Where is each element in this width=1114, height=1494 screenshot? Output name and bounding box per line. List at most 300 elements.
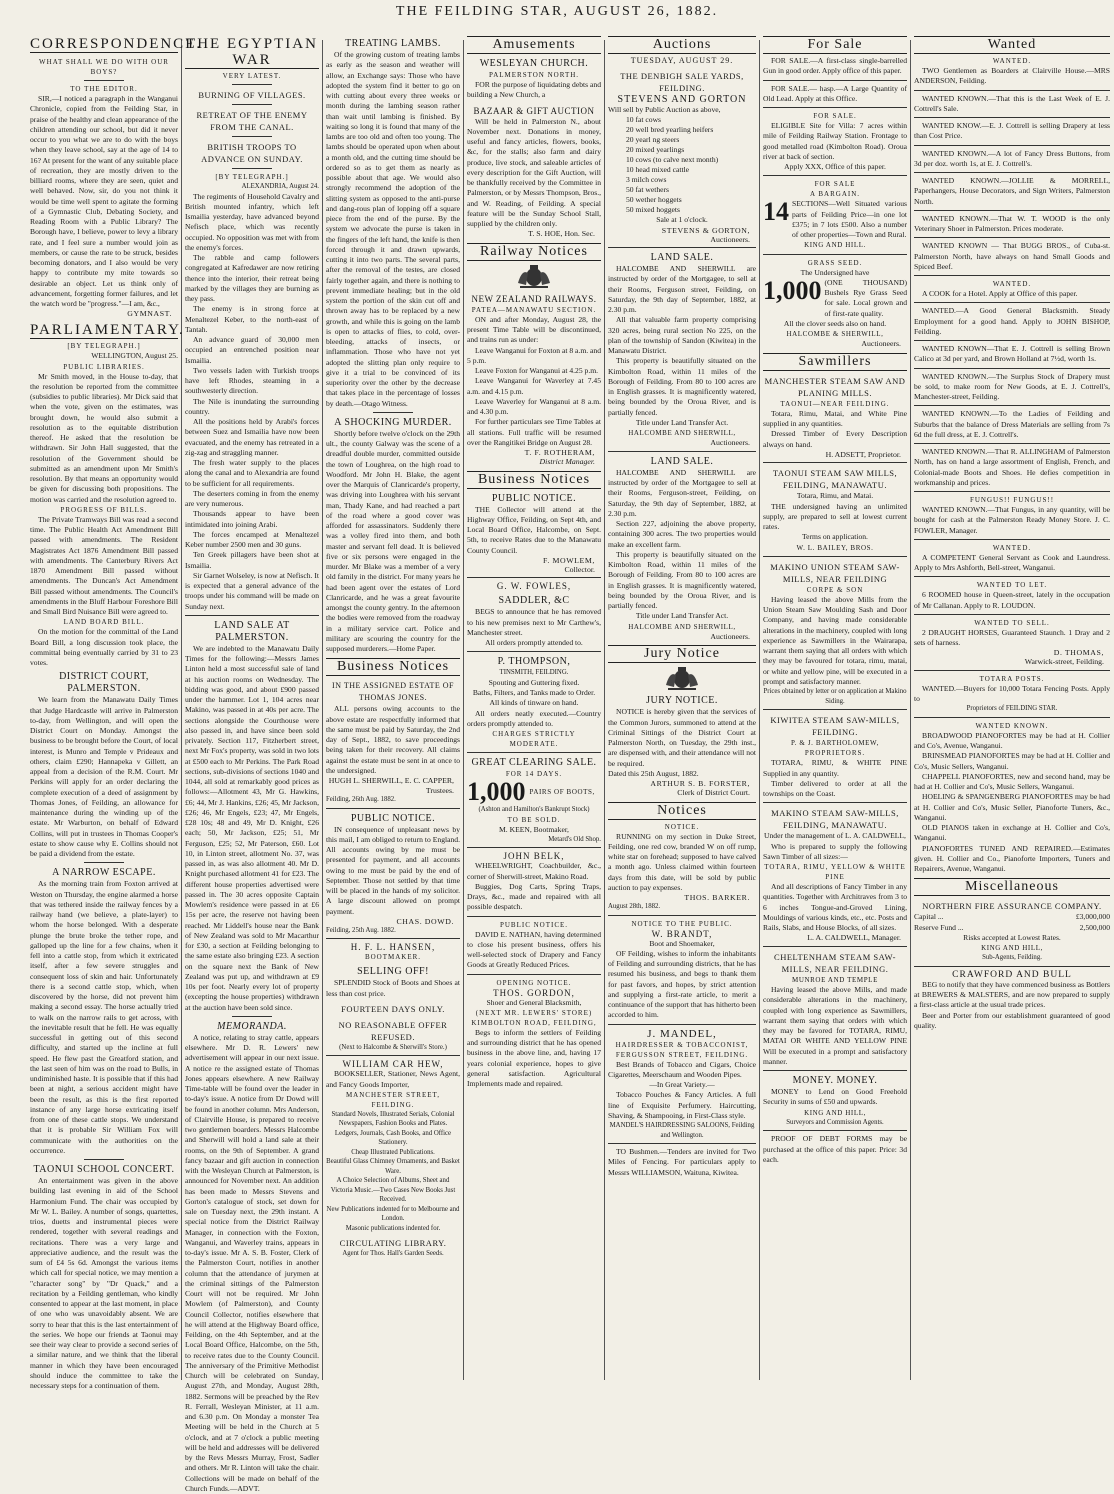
article-body: All the positions held by Arabi's forces between Suez and Ismailia have now been evacuated, and the enemy has retreated in a zig-zag and straggling manner. — [185, 417, 319, 457]
ad-body: Best Brands of Tobacco and Cigars, Choice Cigarettes, Meerschaum and Wooden Pipes. — [608, 1059, 756, 1079]
mill-owner: MUNROE AND TEMPLE — [792, 975, 878, 984]
ad-list-item: Beautiful Glass Chimney Ornaments, and Basket Ware. — [326, 1158, 460, 1175]
column-rule — [322, 40, 323, 1380]
column-7 — [914, 36, 1110, 1382]
to-editor: TO THE EDITOR. — [70, 85, 138, 93]
ad-body: The Undersigned have — [800, 267, 870, 277]
ad-signature: HALCOMBE AND SHERWILL, — [628, 622, 736, 631]
ad-body: (ONE THOUSAND) Bushels Rye Grass Seed for sale. Local grown and of first-rate quality. — [824, 277, 907, 318]
ad-body: SPLENDID Stock of Boots and Shoes at less than cost price. — [326, 978, 460, 998]
ad-body: BOOKSELLER, Stationer, News Agent, and Fancy Goods Importer, — [326, 1069, 460, 1089]
headline: RETREAT OF THE ENEMY FROM THE CANAL. — [196, 110, 308, 132]
ad-list-item: Masonic publications indented for. — [345, 1224, 441, 1232]
advertiser-trade: BOOTMAKER. — [364, 953, 422, 962]
mill-body: And all descriptions of Fancy Timber in any quantities. Together with Architraves from 3 to 6 inches Tongue-and-Groved Lining, Mouldings of various kinds, etc., etc. Posts and Rails, Slabs, and House Blocks, of all sizes. — [763, 882, 907, 932]
ad-body: ON and after Monday, August 28, the present Time Table will be discontinued, and trains run as under: — [467, 314, 601, 345]
ad-headline: WANTED. — [992, 57, 1032, 65]
mill-signature: L. A. CALDWELL, Manager. — [807, 933, 901, 943]
mill-name: KIWITEA STEAM SAW-MILLS, FEILDING. — [770, 715, 900, 737]
article-body: Thousands appear to have been intimidated into joining Arabi. — [185, 509, 319, 529]
article-body: The deserters coming in from the enemy are very numerous. — [185, 488, 319, 508]
advertiser-name: W. BRANDT, — [651, 928, 713, 939]
ad-body: BEGS to announce that he has removed to his new premises next to Mr Carthew's, Manchester street. — [467, 607, 601, 637]
business-notices-header: Business Notices — [326, 658, 460, 676]
column-rule — [910, 40, 911, 1380]
ad-footer: Agent for Thos. Hall's Garden Seeds. — [342, 1250, 444, 1258]
ad-body: WANTED KNOWN.—That this is the Last Week of E. J. Cottrell's Sale. — [914, 93, 1110, 113]
mill-owner: P. & J. BARTHOLOMEW, — [791, 739, 879, 747]
article-body: Two vessels laden with Turkish troops have left Rhodes, steaming in a southwesterly direction. — [185, 365, 319, 396]
ad-item-list — [326, 1110, 460, 1234]
advertiser-trade: SADDLER, &C — [498, 595, 570, 607]
mill-manager: Under the management of L. A. CALDWELL, — [764, 831, 906, 841]
ad-footer: CHARGES STRICTLY MODERATE. — [492, 730, 576, 748]
ad-signature: D. THOMAS, — [1053, 648, 1104, 658]
advertiser-name: G. W. FOWLES, — [496, 581, 572, 592]
mill-location: TAONUI—NEAR FEILDING. — [780, 399, 890, 408]
article-title: MEMORANDA. — [217, 1020, 287, 1032]
timetable-row: Leave Waverley for Wanganui at 8 a.m. and 4.30 p.m. — [467, 396, 601, 416]
ad-headline: FOR SALE. — [813, 112, 857, 120]
auction-date: TUESDAY, AUGUST 29. — [630, 56, 734, 65]
ad-headline: LAND SALE. — [650, 455, 714, 467]
ad-signature: M. KEEN, Bootmaker, — [499, 824, 569, 834]
timetable-list — [467, 346, 601, 418]
ad-body: ELIGIBLE Site for Villa: 7 acres within mile of Feilding Railway Station. Frontage to good metalled road (Kimbolton Road). Oroua river at back of section. — [763, 121, 907, 161]
ad-body: HALCOMBE AND SHERWILL are instructed by order of the Mortgagee, to sell at their Rooms, Ferguson street, Feilding, on Saturday, the 9th day of September, 1882, at 2.30 p.m. — [608, 264, 756, 314]
column-2 — [185, 36, 319, 1493]
advertiser-name: CRAWFORD AND BULL — [952, 969, 1072, 980]
ad-body: PIANOFORTES TUNED AND REPAIRED.—Estimates given. H. Collier and Co., Pianoforte Importers, Tuners and Repairers, Avenue, Wanganui. — [914, 843, 1110, 873]
mill-body: Totara, Rimu, and Matai. — [796, 491, 874, 501]
article-title: A NARROW ESCAPE. — [52, 867, 156, 879]
ad-big-number: 1,000 — [763, 275, 822, 305]
column-3 — [326, 36, 460, 1382]
ad-body: WANTED KNOWN.—That R. ALLINGHAM of Palmerston North, has on hand a large assortment of English, French, and Colonial-made Boots and Shoes. He defies competition in workmanship and prices. — [914, 447, 1110, 487]
ad-headline: FUNGUS!! FUNGUS!! — [969, 496, 1055, 504]
mill-name: MANCHESTER STEAM SAW AND PLANING MILLS. — [764, 375, 906, 398]
notice-date: August 28th, 1882. — [608, 903, 661, 910]
ad-signature-title: Auctioneers. — [710, 631, 750, 641]
notice-title: OPENING NOTICE. — [496, 978, 572, 987]
ad-body: WANTED KNOWN.—That Fungus, in any quantity, will be bought for cash at the Palmerston Ready Money Store. J. C. FOWLER, Manager. — [914, 505, 1110, 535]
ad-signature: HALCOMBE & SHERWILL, — [786, 330, 884, 338]
ad-body: This property is beautifully situated on the Kimbolton Road, within 11 miles of the Borough of Feilding. From 80 to 100 acres are in English grasses. It is magnificently watered, being bounded by the Oroua River, and is partially fenced. — [608, 549, 756, 610]
article-body: Shortly before twelve o'clock on the 29th ult., the county Galway was the scene of a dreadful double murder, committed outside the town of Loughrea, on the high road to Woodford. Mr John H. Blake, the agent over the Marquis of Clanricarde's property, was driving into Loughrea with his servant man, Thady Kane, and had reached a part of the road where a good cover was afforded for assassinators. Suddenly there was a volley fired into them, and both master and servant fell dead. It is believed five or six persons were engaged in the murder. Mr Blake was a member of a very old family in the district. For many years he had been agent over the estates of Lord Clanricarde, and he was a great favourite amongst the county gentry. In the afternoon the bodies were removed from the roadway in a military service cart. Police and military are scouring the country for the supposed murderers.—Home Paper. — [326, 428, 460, 653]
ad-headline: LAND SALE. — [650, 252, 714, 263]
column-4 — [467, 36, 601, 1382]
ad-body: WANTED KNOWN.—The Surplus Stock of Drapery must be sold, to make room for New Goods, at E. J. Cottrell's, Manchester-street, Feilding. — [914, 371, 1110, 401]
notice-title: NOTICE TO THE PUBLIC. — [631, 919, 733, 928]
mill-body: Prices obtained by letter or on application at Makino Siding. — [763, 688, 907, 705]
headline: BURNING OF VILLAGES. — [198, 90, 306, 100]
ad-footer: Apply XXX, Office of this paper. — [784, 162, 886, 171]
notice-title: PUBLIC NOTICE. — [499, 920, 569, 929]
ad-signature: Proprietors of FEILDING STAR. — [966, 705, 1058, 713]
ad-body: WHEELWRIGHT, Coachbuilder, &c., corner of Sherwill-street, Makino Road. — [467, 861, 601, 881]
article-body: Ten Greek pillagers have been shot at Ismailia. — [185, 550, 319, 570]
ad-body: HOELING & SPANGENBERG PIANOFORTES may be had at H. Collier and Co's, Music Seller, Pianoforte Tuners, &c., Wanganui. — [914, 792, 1110, 822]
article-body: On the motion for the committal of the Land Board Bill, a long discussion took place, the committal being eventually carried by 31 to 23 votes. — [30, 627, 178, 667]
ad-list-item: Spouting and Guttering fixed. — [488, 677, 580, 687]
ad-headline: FOURTEEN DAYS ONLY. — [341, 1003, 445, 1014]
article-body: The regiments of Household Cavalry and British mounted infantry, which left Ismailia yesterday, have advanced beyond Nefisch place, which was recently occupied. No opposition was met with from the enemy's forces. — [185, 191, 319, 252]
ad-body: TWO Gentlemen as Boarders at Clairville House.—MRS ANDERSON, Feilding. — [914, 66, 1110, 86]
ad-signature: KING AND HILL, — [804, 1108, 866, 1117]
royal-crest-icon — [514, 263, 554, 289]
ad-signature: KING AND HILL. — [804, 241, 866, 250]
ad-list-item: Ledgers, Journals, Cash Books, and Office Stationery. — [334, 1129, 452, 1147]
notice-body: IN consequence of unpleasant news by this mail, I am obliged to return to England. All accounts owing by me must be presented for payment, and all accounts owing to me must be paid by the end of September. Those not settled by that time will be placed in the hands of my solicitor. A large discount allowed on prompt payment. — [326, 824, 460, 916]
ad-body: BROADWOOD PIANOFORTES may be had at H. Collier and Co's, Avenue, Wanganui. — [914, 730, 1110, 750]
ad-headline: NO REASONABLE OFFER REFUSED. — [338, 1019, 448, 1042]
amusements-header: Amusements — [467, 36, 601, 54]
timetable-row: Leave Wanganui for Foxton at 8 a.m. and 5 p.m. — [467, 345, 601, 365]
ad-body: SECTIONS—Well Situated various parts of Feilding Price—in one lot £375; in 7 lots £500. Also a number of other properties—Town and Rural. — [792, 199, 907, 239]
mill-owner-title: PROPRIETORS. — [804, 749, 866, 758]
mill-body: TOTARA, RIMU, & WHITE PINE Supplied in any quantity. — [763, 758, 907, 778]
article-title: LAND SALE AT PALMERSTON. — [214, 619, 290, 643]
ad-headline: SELLING OFF! — [357, 966, 429, 978]
reserve-row — [914, 923, 1110, 933]
ad-body: FOR SALE.—A first-class single-barrelled Gun in good order. Apply office of this paper. — [763, 56, 907, 76]
ad-body: WANTED KNOWN.—That W. T. WOOD is the only Veterinary Shoer in Palmerston. Prices moderate. — [914, 213, 1110, 233]
article-body: Sir Garnet Wolseley, is now at Nefisch. It is expected that a general advance of the troops under his command will be made on Sunday next. — [185, 570, 319, 611]
ad-body: Section 227, adjoining the above property, containing 300 acres. The two properties would make an excellent farm. — [608, 519, 756, 549]
ad-signature-title: Auctioneers. — [861, 339, 901, 349]
mill-body: Terms on application. — [802, 532, 868, 542]
auction-time: Sale at 1 o'clock. — [656, 215, 708, 225]
auction-lot: 20 yearl ng steers — [626, 135, 680, 145]
notice-title: JURY NOTICE. — [646, 695, 718, 707]
notice-body: THE Collector will attend at the Highway Office, Feilding, on Sept 4th, and Local Board Office, Halcombe, on Sept. 5th, to receive Rates due to the Manawatu County Council. — [467, 504, 601, 555]
letter-body: SIR,—I noticed a paragraph in the Wanganui Chronicle, copied from the Feilding Star, in praise of the healthy and clean appearance of the children attending our school, but did it never occur to you what we are to do with the boys when they leave school, say at the age of 14 to 16? At present for the want of any suitable place of recreation, they are mostly driven to the billiard rooms, where they are seen, quiet and well behaved. Now, sir, do you not think it would be time well spent to agitate the forming of a Gymnastic Club, Debating Society, and Reading Room with a Public Library? The Borough have, I believe, power to levy a library rate, and I feel sure a number would join as members, or cause the rate to be struck, besides becoming donators, and I also would be very happy to contribute my mite towards so desirable an object. Let us think only of advancement, forgetting former failures, and let the watch word be "progress."—I am, &c., — [30, 94, 179, 308]
reserve-label: Reserve Fund ... — [914, 922, 964, 932]
sawmillers-header: Sawmillers — [763, 353, 907, 371]
ad-list-item: All kinds of tinware on hand. — [489, 698, 579, 708]
notice-signature-title: Clerk of District Court. — [677, 788, 750, 797]
notice-body: NOTICE is hereby given that the services of the Common Jurors, summoned to attend at the Criminal Sittings of the District Court at Palmerston North, on Tuesday, the 29th inst., are dispensed with, and their attendance will not be required. — [608, 707, 756, 768]
ad-headline: WANTED TO SELL. — [974, 618, 1050, 627]
ad-headline: CIRCULATING LIBRARY. — [339, 1238, 447, 1249]
ad-subhead: A BARGAIN. — [809, 190, 861, 199]
notice-title: IN THE ASSIGNED ESTATE OF THOMAS JONES. — [332, 681, 454, 703]
egyptian-war-header: THE EGYPTIAN WAR — [186, 36, 318, 68]
ad-body: OLD PIANOS taken in exchange at H. Collier and Co's, Wanganui. — [914, 823, 1110, 843]
timetable-row: Leave Foxton for Wanganui at 4.25 p.m. — [475, 366, 599, 375]
notice-title: PUBLIC NOTICE. — [491, 492, 577, 504]
ad-body: WANTED KNOWN — That BUGG BROS., of Cuba-st. Palmerston North, have always on hand Small Goods and Spiced Beef. — [914, 241, 1110, 271]
ad-address: (Next to Halcombe & Sherwill's Store.) — [339, 1043, 447, 1051]
auction-signature-title: Auctioneers. — [710, 234, 750, 244]
ad-address: MANCHESTER STREET, FEILDING. — [345, 1090, 441, 1109]
ad-headline: FOR SALE — [814, 180, 856, 189]
article-body: The Nile is inundating the surrounding country. — [185, 396, 319, 416]
auction-lot: 50 fat wethers — [626, 185, 670, 195]
for-sale-header: For Sale — [763, 36, 907, 54]
ad-body: Title under Land Transfer Act. — [635, 611, 729, 621]
notices-header: Notices — [608, 802, 756, 820]
dateline: WELLINGTON, August 25. — [91, 351, 178, 361]
ad-body: WANTED KNOW.—E. J. Cottrell is selling Drapery at less than Cost Price. — [914, 121, 1110, 141]
ad-headline: TOTARA POSTS. — [979, 674, 1045, 683]
ad-body: WANTED KNOWN.—JOLLIE & MORRELL, Paperhangers, House Decorators, and Sign Writers, Palmerston North. — [914, 176, 1110, 206]
ad-body: All that valuable farm property comprising 320 acres, being rural section No 225, on the plan of the township of Sandon (Kiwitea) in the Manawatu District. — [608, 315, 756, 355]
notice-date: Feilding, 25th Aug. 1882. — [326, 926, 396, 934]
advertiser-name: WILLIAM CAR HEW, — [342, 1059, 444, 1070]
notice-body: ALL persons owing accounts to the above estate are respectfully informed that the same must be paid by Saturday, the 2nd day of Sept., 1882, to save proceedings being taken for their recovery. All claims against the estate must be sent in at once to the undersigned. — [326, 704, 460, 775]
article-body: We learn from the Manawatu Daily Times that Judge Hardcastle will arrive in Palmerston to-day, from Wellington, and will open the District Court on Monday. Amongst the business to be brought before the Court, of local interest, is Munro and Temple v Prideaux and others, claim £290; Hannapeka v Gillett, an appeal from a decision of the R.M. Court. Mr Perkins will apply for an order declaring the complete execution of a deed of assignment by Thomas Jones, of Feilding, an allowance for maintenance during the winding up of the estate. Mr Warburton, on behalf of Edward Collins, will put in trustees in Thomas Cooper's estate to show cause why E. Collins should not be paid a dividend from the estate. — [30, 695, 178, 858]
ad-body: A COOK for a Hotel. Apply at Office of this paper. — [922, 289, 1078, 298]
advertiser-trade: TINSMITH, FEILDING. — [499, 669, 569, 677]
ad-footer: All orders promptly attended to. — [485, 638, 583, 647]
mill-body: Who is prepared to supply the following Sawn Timber of all sizes:— — [763, 841, 907, 861]
ad-body: Buggies, Dog Carts, Spring Traps, Drays, &c., made and repaired with all possible despatch. — [467, 881, 601, 912]
mill-body: Having leased the above Mills, and made considerable alterations in the machinery, coupled with long experience as Sawmillers, warrant them saying that orders with which they may be favored for TOTARA, RIMU, MATAI OR WHITE AND YELLOW PINE Will be executed in a prompt and satisfactory manner. — [763, 985, 907, 1066]
business-notices-header: Business Notices — [467, 471, 601, 489]
auction-lot: 3 milch cows — [626, 175, 667, 185]
advertiser-name: P. THOMPSON, — [497, 656, 571, 668]
ad-signature-title: Auctioneers. — [710, 438, 750, 448]
article-title: TREATING LAMBS. — [345, 38, 441, 49]
auction-signature: STEVENS & GORTON, — [661, 225, 750, 235]
ad-body: WANTED.—Buyers for 10,000 Totara Fencing Posts. Apply to — [914, 683, 1110, 703]
mill-signature: H. ADSETT, Proprietor. — [825, 449, 901, 459]
ad-list-item: Baths, Filters, and Tanks made to Order. — [472, 688, 596, 697]
mill-name: MAKINO UNION STEAM SAW-MILLS, NEAR FEILDING — [770, 561, 900, 584]
column-rule — [463, 40, 464, 1380]
subhead: PUBLIC LIBRARIES. — [63, 362, 145, 371]
auction-lots — [608, 115, 756, 215]
ad-headline: NORTHERN FIRE ASSURANCE COMPANY. — [922, 901, 1102, 912]
ad-body: Beer and Porter from our establishment guaranteed of good quality. — [914, 1010, 1110, 1030]
auctioneer-name: STEVENS AND GORTON — [617, 94, 747, 105]
article-body: The Private Tramways Bill was read a second time. The Public Health Act Amendment Bill passed with amendments. The Resident Magistrates Act 1876 Amendment Bill passed with amendments. The Canterbury Rivers Act 1870 Amendment Bill passed without amendments. The Duncan's Act Amendment Bill passed without amendments. The Council's amendments in the Bluff Harbour Foreshore Bill and Small Bird Nuisance Bill were agreed to. — [30, 514, 178, 616]
ad-subhead: TO BE SOLD. — [507, 815, 561, 824]
ad-signature-title: Sub-Agents, Feilding. — [982, 954, 1042, 962]
notice-title: PUBLIC NOTICE. — [350, 812, 436, 824]
article-body: As the morning train from Foxton arrived at Weston on Thursday, the engine alarmed a horse that was tethered inside the railway fences by a railway hand (we believe, a plate-layer) to whom the horse belonged. With a desperate plunge the brute broke the tether rope, and galloped up the line for a few chains, when it fell into a cattle stop, from which it extricated itself, after a few severe struggles and consequent loss of skin and hair. Unfortunately there is a second cattle stop, which, when discovered by the horse, did not prevent him making a second essay. The horse actually tried to walk on the narrow rails to get across, with the inevitable result that he fell. He was equally successful in getting out of this second difficulty, and started up the incline at full speed. He flew past the Greatford station, and the last seen of him was on the road to Bulls, in undiminished haste. It is possible that if this had been at night, a serious accident might have been the result, as this is the first reported instance of any large horse extricating itself from one of these cattle stops. We understand that it is probable Sir William Fox will communicate with the authorities on the occurrence. — [30, 879, 178, 1155]
ad-headline: GREAT CLEARING SALE. — [471, 757, 597, 768]
auction-lot: 10 cows (to calve next month) — [626, 155, 719, 165]
notice-signature: THOS. BARKER. — [684, 893, 750, 902]
ad-body: WANTED KNOWN—That E. J. Cottrell is selling Brown Calico at 3d per yard, and Brown Holland at 7½d, worth 1s. — [914, 344, 1110, 364]
ad-subhead: PATEA—MANAWATU SECTION. — [471, 305, 597, 314]
subhead: PROGRESS OF BILLS. — [60, 505, 148, 514]
notice-signature: HUGH L. SHERWILL, E. C. CAPPER, Trustees. — [328, 776, 454, 795]
ad-signature-title: Warwick-street, Feilding. — [1024, 657, 1104, 667]
ad-body: This property is beautifully situated on the Kimbolton Road, within 11 miles of the Borough of Feilding. From 80 to 100 acres are in English grasses. It is magnificently watered, being bounded by the Oroua River, and is partially fenced. — [608, 356, 756, 417]
miscellaneous-header: Miscellaneous — [914, 878, 1110, 896]
column-6 — [763, 36, 907, 1382]
auction-lot: 50 mixed hoggets — [626, 205, 680, 215]
ad-body: OF Feilding, wishes to inform the inhabitants of Feilding and surrounding districts, that he has resumed his business, and begs to thank them for past favors, and hopes, by strict attention and supplying a first-rate article, to merit a continuance of the support that has hitherto been accorded to him. — [608, 948, 756, 1020]
advertiser-trade: HAIRDRESSER & TOBACCONIST, — [615, 1040, 749, 1049]
notice-body: RUNNING on my section in Duke Street, Feilding, one red cow, branded W on off rump, white star on forehead; supposed to have calved a month ago. Unless claimed within fourteen days from this date, will be sold by public auction to pay expenses. — [608, 831, 756, 892]
article-body: A notice, relating to stray cattle, appears elsewhere. Mr D. R. Lewers' new advertisement will appear in our next issue. A notice re the assigned estate of Thomas Jones appears elsewhere. A new Railway Time-table will be found over the leader in to-day's issue. A notice from Dr Dowd will be found in another column. Mrs Anderson, of Clairville House, is prepared to receive two gentlemen boarders. Messrs Halcombe and Sherwill will hold a land sale at their rooms, on the 9th of September. A grand fancy bazaar and gift auction in connection with the Wesleyan Church at Palmerston, is announced for November next. An addition has been made to Messrs Stevens and Gorton's catalogue of stock, set down for sale on Tuesday next, the 29th instant. A special notice from the District Railway Manager, in connection with the Foxton, Wanganui, and Waverley trains, appears in to-day's issue. Mr A. S. B. Foster, Clerk of the Palmerston Court, notifies in another column that the attendance of jurymen at the criminal sittings of the Palmerston Court will not be required. Mr John Mowlem (of Palmerston), and County Council Collector, notifies elsewhere that he will attend at the Highway Board office, Feilding, on the 4th September, and at the Local Board Office, Halcombe, on the 5th, to receive rates due to the County Council. The anniversary of the Primitive Methodist Church will be celebrated on Sunday, August 27th, and Monday, August 28th, 1882. Sermons will be preached by the Rev R. Ferrall, Wesleyan Minister, at 11 a.m. and 6.30 p.m. On Monday a monster Tea Meeting will be held in the Church at 5 o'clock, and at 7 o'clock a public meeting will be held and addresses will be delivered by the Revs Messrs Murray, Frost, Sadler and others. Mr R. Linton will take the chair. Collections will be made on behalf of the Church Funds.—ADVT. — [185, 1032, 319, 1493]
ad-body: MONEY to Lend on Good Freehold Security in sums of £50 and upwards. — [763, 1087, 907, 1107]
ad-body: FOR the purpose of liquidating debts and building a New Church, a — [467, 80, 601, 100]
column-rule — [604, 40, 605, 1380]
ad-body: For further particulars see Time Tables at all stations. Full traffic will be resumed over the Rangitikei Bridge on August 28. — [467, 417, 601, 447]
ad-body: PROOF OF DEBT FORMS may be purchased at the office of this paper. Price: 3d each. — [763, 1134, 907, 1164]
mill-name: TAONUI STEAM SAW MILLS, FEILDING, MANAWATU. — [772, 468, 898, 491]
ad-signature-title: District Manager. — [539, 457, 595, 466]
article-body: We are indebted to the Manawatu Daily Times for the following:—Messrs James Linton held a most successful sale of land at his auction rooms on Wednesday. The bidding was good, and about £900 passed under the hammer. Lot 1, 104 acres near Makino, was passed in at 40s per acre. The sections alongside the Courthouse were also passed in, and have since been sold privately. Section 117, Fitzherbert street, next Mr Fox's property, was sold in two lots at £500 each to Mr Perkins. The Park Road sections, sub-divisions of sections 1040 and 1044, all sold at remarkably good prices as follows:—Allotment 43, Mr G. Hawkins, £6; 44, Mr J. Hankins, £26; 45, Mr Jackson, £26; 46, Mr Engels, £23; 47, Mr Engels, £28 10s; 48 and 49, Mr D. Knight, £26 each; 50, Mr Jackson, £25; 51, Mr Ferguson, £25; 52, Mr Paterson, £60. Lot 10, in Linton street, allotment No. 37, was passed in, as was also allotment 40. Mr D. Knight purchased allotment 41 for £23. The different house properties advertised were passed in. The 30 acres opposite Captain Mowlem's residence were passed in at £6 15s per acre, the reserve not having been reached. Mr Liddell's house near the Bank of New Zealand was sold to Mr Macarthur for £30, a section at Feilding belonging to the same estate also bringing £23. A section on the square next the Bank of New Zealand was put up, and withdrawn at £9 10s per foot. Nearly every lot of property (excepting the house properties) withdrawn at the auction have been sold since. — [185, 643, 319, 1012]
advertiser-trade: Shoer and General Blacksmith, — [486, 997, 582, 1007]
ad-body: All the clover seeds also on hand. — [783, 318, 887, 328]
notice-signature: CHAS. DOWD. — [396, 916, 454, 926]
ad-body: Will be held in Palmerston N., about November next. Donations in money, useful and fancy articles, flowers, books, &c, for the stalls; also farm and dairy produce, live stock, and saleable articles of every description for the Gift Auction, will be thankfully received by the Committee in Palmerston, or by Messrs Thompson, Bros., and W. Reading, of Feilding. A special feature will be the Sunday School Stall, supplied by the children only. — [467, 116, 601, 228]
ad-body: WANTED.—A Good General Blacksmith. Steady Employment for a good hand. Apply to JOHN BISHOP, Feilding. — [914, 306, 1110, 336]
notice-date: Feilding, 26th Aug. 1882. — [326, 796, 396, 803]
ad-headline: WANTED. — [992, 280, 1032, 288]
article-body: The fresh water supply to the places along the canal and to Alexandria are found to be sufficient for all requirements. — [185, 458, 319, 488]
ad-headline: NEW ZEALAND RAILWAYS. — [471, 293, 597, 304]
auction-lot: 10 fat cows — [626, 115, 662, 125]
ad-body: Title under Land Transfer Act. — [635, 417, 729, 427]
article-body: An entertainment was given in the above building last evening in aid of the School Harmonium Fund. The chair was occupied by Mr W. L. Bailey. A number of songs, quartettes, trios, duetts and instrumental pieces were rendered, together with several readings and recitations. There was a very large and appreciative audience, and the result was the sum of £4 5s 6d. Amongst the various items which call for special notice, we may mention a "character song" by "Dr Quack," and a recitation by a Feilding gentleman, who kindly consented to appear at the last moment, in place of one who was unavoidably absent. We are sorry to hear that this is the last entertainment of the series. We hope our friends at Taonui may see their way clear to provide a second series of a similar nature, and we think that the liberal manner in which they have been encouraged should induce the committee to take the necessary steps for a continuation of them. — [30, 1176, 178, 1390]
correspondence-header: CORRESPONDENCE. — [30, 36, 203, 52]
mill-woods: TOTARA, RIMU, YELLOW & WHITE PINE — [764, 863, 906, 881]
article-body: Mr Smith moved, in the House to-day, that the resolution be reported from the committee (subsidies to public libraries). Mr Dick said that when the vote, given on the estimates, was brought down, he would also submit a resolution as to the equitable distribution thereof. He asked that the resolution be withdrawn. Sir John Hall suggested, that the resolution of the Government should be submitted as an amendment upon Mr Smith's resolution. By that means an opportunity would be given for discussing both propositions. The motion was carried and the resolution agreed to. — [30, 371, 178, 504]
ad-list-item: Cheap Illustrated Publications. — [351, 1148, 435, 1156]
article-body: The enemy is in strong force at Menaltezel Keber, to the north-east of Tantah. — [185, 304, 319, 334]
masthead-title: THE FEILDING STAR, AUGUST 26, 1882. — [395, 4, 719, 19]
ad-body: Risks accepted at Lowest Rates. — [963, 932, 1061, 942]
article-body: The rabble and camp followers congregated at Kafredawer are now retiring thence into the interior, their retreat being marked by the villages they are burning as they pass. — [185, 253, 319, 303]
auction-lot: 50 wether hoggets — [626, 195, 682, 205]
column-rule — [759, 40, 760, 1380]
ad-body: WANTED KNOWN.—To the Ladies of Feilding and Suburbs that the balance of Dress Materials are selling from 7s 6d the full dress, at E. J. Cottrell's. — [914, 409, 1110, 439]
advertiser-name: H. F. L. HANSEN, — [350, 942, 436, 953]
parliamentary-header: PARLIAMENTARY. — [30, 322, 185, 339]
ad-signature: T. S. HOE, Hon. Sec. — [528, 229, 595, 239]
ad-body: A COMPETENT General Servant as Cook and Laundress. Apply to Mrs Ashforth, Bell-street, Wanganui. — [914, 552, 1110, 572]
jury-header: Jury Notice — [608, 645, 756, 663]
mill-owner: CORPE & SON — [806, 585, 864, 594]
mill-body: Totara, Rimu, Matai, and White Pine supplied in any quantities. — [763, 408, 907, 428]
auction-intro: Will sell by Public Auction as above, — [608, 105, 721, 114]
capital-row — [914, 912, 1110, 922]
ad-signature-title: Surveyors and Commission Agents. — [786, 1118, 884, 1126]
ad-body: Begs to inform the settlers of Feilding and surrounding district that he has opened business in the above line, and, having 17 years colonial experience, hopes to give general satisfaction. Agricultural Implements made and repaired. — [467, 1027, 601, 1088]
auctions-header: Auctions — [608, 36, 756, 54]
ad-body: TO Bushmen.—Tenders are invited for Two Miles of Fencing. For particulars apply to Messrs WILLIAMSON, Waituna, Kiwitea. — [608, 1147, 756, 1177]
column-5 — [608, 36, 756, 1382]
ad-signature: T. F. ROTHERAM, — [524, 448, 595, 457]
mill-body: Timber delivered to order at all the townships on the Coast. — [763, 778, 907, 798]
ad-body: DAVID E. NATHAN, having determined to close his present business, offers his well-selected stock of Drapery and Fancy Goods at Greatly Reduced Prices. — [467, 929, 601, 970]
by-telegraph: [BY TELEGRAPH.] — [67, 342, 141, 351]
ad-body: BEG to notify that they have commenced business as Bottlers at BREWERS & MALSTERS, and are now prepared to supply a first-class article at the usual trade prices. — [914, 979, 1110, 1010]
article-title: TAONUI SCHOOL CONCERT. — [33, 1164, 175, 1175]
ad-headline: MONEY. MONEY. — [792, 1075, 878, 1086]
railway-header: Railway Notices — [467, 243, 601, 261]
ad-body: All orders neatly executed.—Country orders promptly attended to. — [467, 708, 601, 728]
ad-body: 6 ROOMED house in Queen-street, lately in the occupation of Mr Callanan. Apply to R. LOUDON. — [914, 590, 1110, 610]
notice-title: NOTICE. — [664, 822, 700, 831]
wanted-header: Wanted — [914, 36, 1110, 54]
timetable-row: Leave Wanganui for Waverley at 7.45 a.m. and 4.15 p.m. — [467, 376, 601, 396]
auction-lot: 20 mixed yearlings — [626, 145, 685, 155]
ad-body: WANTED KNOWN.—A lot of Fancy Dress Buttons, from 3d per doz. worth 1s, at E. J. Cottrell's. — [914, 148, 1110, 168]
auction-lot: 20 well bred yearling heifers — [626, 125, 714, 135]
ad-body: 2 DRAUGHT HORSES, Guaranteed Staunch. 1 Dray and 2 sets of harness. — [914, 627, 1110, 647]
ad-body: —In Great Variety.— — [649, 1080, 715, 1089]
mill-name: MAKINO STEAM SAW-MILLS, FEILDING, MANAWATU. — [771, 808, 899, 831]
letter-signature: GYMNAST. — [127, 309, 172, 319]
article-body: Of the growing custom of treating lambs as early as the season and weather will allow, an Exchange says: Those who have adopted the system find it better to go on with cutting about every three weeks or month during the lambing season rather than wait until lambing is finished. By waiting so long it is found that many of the lambs are too old and often too young. The lambs should be operated upon when about a month old, and the cutting time should be ordered so as to get them as nearly as possible about that age. We would also strongly recommend the adoption of the slitting system as opposed to the anti-purse and dang-rous plan of lopping off a square piece from the end of the purse. By the system we advocate the purse is taken in the fingers of the left hand, the knife is then forced through it and drawn upwards, cutting it into two parts. The several parts, after the removal of the testes, are closed fairly together again, and there is nothing to prevent immediate healing; but in the old system the portion of the skin cut off and thrown away has to be replaced by a new growth, and while this is going on the lamb is open to attacks of flies, to cold, over-bleeding, attacks of insects, or inflammation. Those who have not yet adopted the slitting plan only require to give it a trial to be convinced of its superiority over the other by the decrease that takes place in the percentage of losses by death.—Otago Witness. — [326, 50, 460, 408]
ad-headline: GRASS SEED. — [807, 258, 863, 267]
ad-body: Tobacco Pouches & Fancy Articles. A full line of Exquisite Perfumery. Haircutting, Shaving, & Shampooing, in First-Class style. — [608, 1090, 756, 1120]
notice-date: Dated this 25th August, 1882. — [608, 768, 699, 778]
ad-headline: WESLEYAN CHURCH. — [479, 58, 589, 69]
ad-subhead: FOR 14 DAYS. — [505, 770, 563, 778]
ad-headline: BAZAAR & GIFT AUCTION — [473, 105, 595, 116]
ad-headline: WANTED KNOWN. — [975, 721, 1049, 730]
subhead: LAND BOARD BILL. — [63, 618, 145, 627]
dateline: ALEXANDRIA, August 24. — [241, 183, 319, 190]
reserve-value: 2,500,000 — [1079, 922, 1110, 932]
masthead — [0, 4, 1114, 36]
ad-signature: KING AND HILL, — [981, 944, 1043, 952]
article-body: The forces encamped at Menaltezel Keber number 2500 men and 30 guns. — [185, 529, 319, 549]
advertiser-name: THOS. GORDON, — [493, 987, 575, 998]
column-1 — [30, 36, 203, 1390]
headline: BRITISH TROOPS TO ADVANCE ON SUNDAY. — [201, 142, 303, 164]
mill-body: Having leased the above Mills from the Union Steam Saw Moulding Sash and Door Company, and having made considerable alterations in the machinery, coupled with long experience as Sawmillers in the Wairarapa, warrant them saying that all orders with which they may be favoured for totara, rimu, matai, or white and yellow pine, will be executed in a prompt and satisfactory manner. — [763, 594, 907, 686]
ad-address: (NEXT MR. LEWERS' STORE) KIMBOLTON ROAD, FEILDING, — [471, 1008, 597, 1027]
mill-body: Dressed Timber of Every Description always on hand. — [763, 429, 907, 449]
capital-label: Capital ... — [914, 912, 944, 922]
article-body: An advance guard of 30,000 men occupied an entrenched position near Ismailia. — [185, 335, 319, 365]
column-rule — [181, 40, 182, 1380]
ad-body: HALCOMBE AND SHERWILL are instructed by order of the Mortgagee to sell at their Rooms, Ferguson-street, Feilding, on Saturday, the 9th day of September, 1882, at 2.30 p.m. — [608, 467, 756, 518]
ad-body: BRINSMEAD PIANOFORTES may be had at H. Collier and Co's, Music Sellers, Wanganui. — [914, 751, 1110, 771]
ad-body: FOR SALE.— hasp.—A Large Quantity of Old Lead. Apply at this Office. — [763, 83, 907, 103]
notice-signature: ARTHUR S. B. FORSTER, — [650, 779, 750, 788]
ad-list-item: Standard Novels, Illustrated Serials, Colonial Newspapers, Fashion Books and Plates. — [331, 1110, 455, 1128]
royal-crest-icon — [662, 665, 702, 691]
capital-value: £3,000,000 — [1075, 912, 1110, 922]
ad-body: CHAPPELL PIANOFORTES, new and second hand, may be had at H. Collier and Co's, Music Sellers, Wanganui. — [914, 771, 1110, 791]
ad-big-number: 14 — [763, 197, 789, 227]
ad-list-item: A Choice Selection of Albums, Sheet and Victoria Music.—Two Cases New Books Just Received. — [330, 1177, 456, 1204]
notice-signature: F. MOWLEM, — [543, 555, 595, 565]
mill-name: CHELTENHAM STEAM SAW-MILLS, NEAR FEILDING. — [774, 951, 896, 974]
ad-headline: WANTED. — [992, 543, 1032, 552]
ad-item-list — [467, 678, 601, 709]
notice-signature-title: Collector. — [564, 564, 595, 574]
ad-subhead: PAIRS OF BOOTS, — [529, 788, 595, 796]
ad-signature-title: Metard's Old Shop. — [548, 835, 601, 843]
ad-note: (Ashton and Hamilton's Bankrupt Stock) — [478, 806, 590, 813]
ad-big-number: 1,000 — [467, 777, 526, 806]
letter-title: WHAT SHALL WE DO WITH OUR BOYS? — [39, 58, 169, 76]
ad-address: FERGUSSON STREET, FEILDING. — [615, 1050, 749, 1059]
advertiser-trade: Boot and Shoemaker, — [649, 938, 715, 948]
auction-venue: THE DENBIGH SALE YARDS, FEILDING. — [620, 71, 744, 93]
advertiser-name: J. MANDEL, — [647, 1027, 717, 1040]
mill-body: THE undersigned having an unlimited supply, are prepared to sell at lowest current rates. — [763, 501, 907, 531]
article-title: A SHOCKING MURDER. — [334, 416, 452, 428]
advertiser-name: JOHN BELK, — [503, 851, 565, 862]
article-title: DISTRICT COURT, PALMERSTON. — [59, 671, 149, 695]
ad-footer: MANDEL'S HAIRDRESSING SALOONS, Feilding and Wellington. — [609, 1122, 755, 1139]
mill-signature: W. L. BAILEY, BROS. — [796, 543, 874, 552]
ad-list-item: New Publications indented for to Melbourne and London. — [326, 1205, 460, 1223]
